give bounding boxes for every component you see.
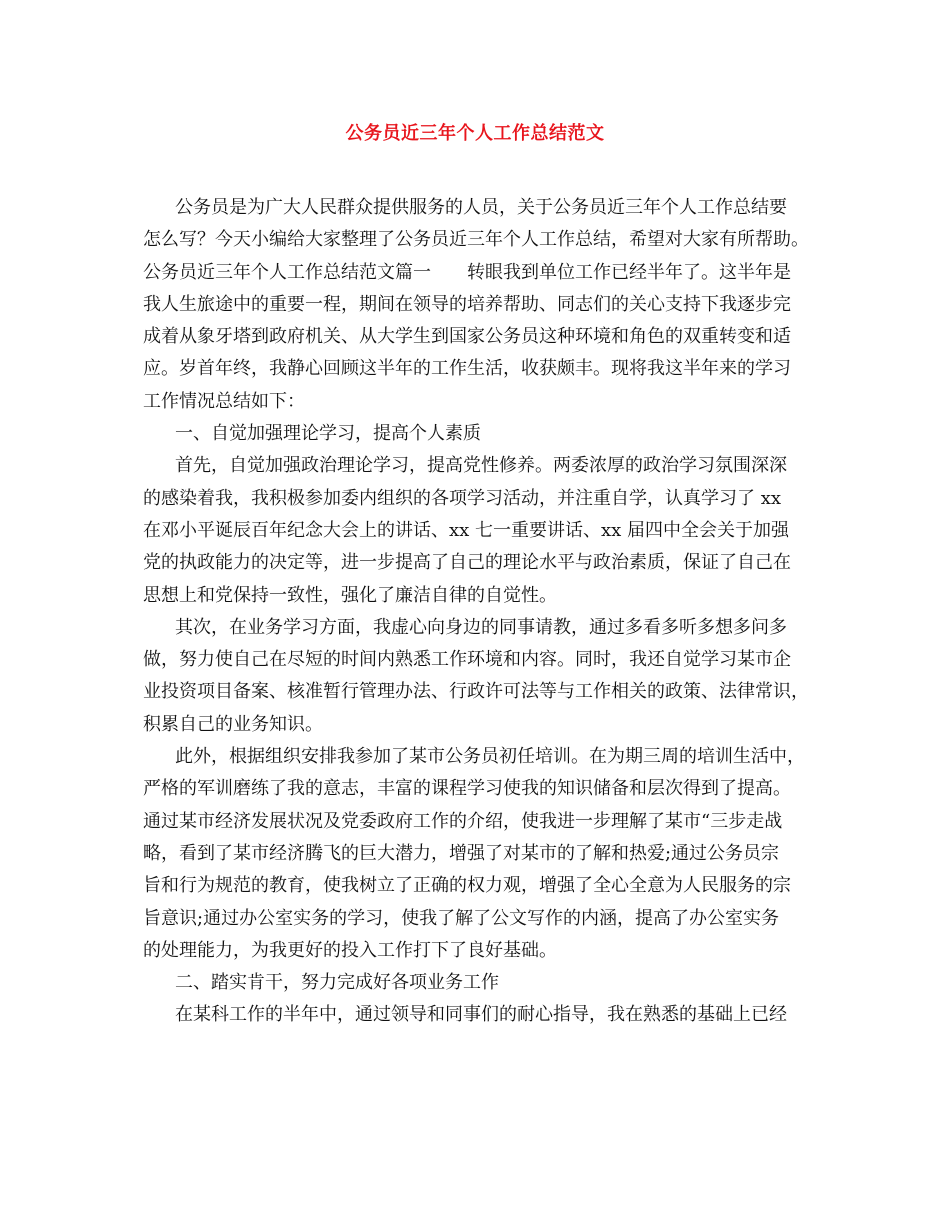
paragraph-line: 公务员近三年个人工作总结范文篇一 转眼我到单位工作已经半年了。这半年是 bbox=[143, 261, 791, 283]
paragraph-line: 其次，在业务学习方面，我虚心向身边的同事请教，通过多看多听多想多问多 bbox=[175, 616, 787, 638]
paragraph-line: 旨意识;通过办公室实务的学习，使我了解了公文写作的内涵，提高了办公室实务 bbox=[143, 907, 780, 929]
paragraph-line: 党的执政能力的决定等，进一步提高了自己的理论水平与政治素质，保证了自己在 bbox=[143, 552, 791, 574]
paragraph-line: 我人生旅途中的重要一程，期间在领导的培养帮助、同志们的关心支持下我逐步完 bbox=[143, 293, 791, 315]
section-heading: 一、自觉加强理论学习，提高个人素质 bbox=[175, 423, 481, 445]
paragraph-line: 在邓小平诞辰百年纪念大会上的讲话、xx 七一重要讲话、xx 届四中全会关于加强 bbox=[143, 519, 790, 541]
paragraph-line: 的处理能力，为我更好的投入工作打下了良好基础。 bbox=[143, 939, 557, 961]
paragraph-line: 的感染着我，我积极参加委内组织的各项学习活动，并注重自学，认真学习了 xx bbox=[143, 487, 782, 509]
paragraph-line: 成着从象牙塔到政府机关、从大学生到国家公务员这种环境和角色的双重转变和适 bbox=[143, 326, 791, 348]
paragraph-line: 旨和行为规范的教育，使我树立了正确的权力观，增强了全心全意为人民服务的宗 bbox=[143, 875, 791, 897]
paragraph-line: 严格的军训磨练了我的意志，丰富的课程学习使我的知识储备和层次得到了提高。 bbox=[143, 778, 791, 800]
paragraph-line: 此外，根据组织安排我参加了某市公务员初任培训。在为期三周的培训生活中， bbox=[175, 746, 805, 768]
paragraph-line: 工作情况总结如下： bbox=[143, 390, 305, 412]
paragraph-line: 思想上和党保持一致性，强化了廉洁自律的自觉性。 bbox=[143, 584, 557, 606]
paragraph-line: 略，看到了某市经济腾飞的巨大潜力，增强了对某市的了解和热爱;通过公务员宗 bbox=[143, 842, 780, 864]
paragraph-line: 怎么写？今天小编给大家整理了公务员近三年个人工作总结，希望对大家有所帮助。 bbox=[143, 229, 809, 251]
document-title: 公务员近三年个人工作总结范文 bbox=[345, 123, 605, 144]
paragraph-line: 通过某市经济发展状况及党委政府工作的介绍，使我进一步理解了某市“三步走战 bbox=[143, 810, 783, 832]
paragraph-line: 首先，自觉加强政治理论学习，提高党性修养。两委浓厚的政治学习氛围深深 bbox=[175, 455, 787, 477]
paragraph-line: 积累自己的业务知识。 bbox=[143, 713, 323, 735]
paragraph-line: 做，努力使自己在尽短的时间内熟悉工作环境和内容。同时，我还自觉学习某市企 bbox=[143, 649, 791, 671]
paragraph-line: 业投资项目备案、核准暂行管理办法、行政许可法等与工作相关的政策、法律常识， bbox=[143, 681, 809, 703]
document-body bbox=[143, 192, 815, 1032]
paragraph-line: 在某科工作的半年中，通过领导和同事们的耐心指导，我在熟悉的基础上已经 bbox=[175, 1004, 787, 1026]
section-heading: 二、踏实肯干，努力完成好各项业务工作 bbox=[175, 972, 499, 994]
paragraph-line: 公务员是为广大人民群众提供服务的人员，关于公务员近三年个人工作总结要 bbox=[175, 197, 787, 218]
paragraph-line: 应。岁首年终，我静心回顾这半年的工作生活，收获颇丰。现将我这半年来的学习 bbox=[143, 358, 791, 380]
